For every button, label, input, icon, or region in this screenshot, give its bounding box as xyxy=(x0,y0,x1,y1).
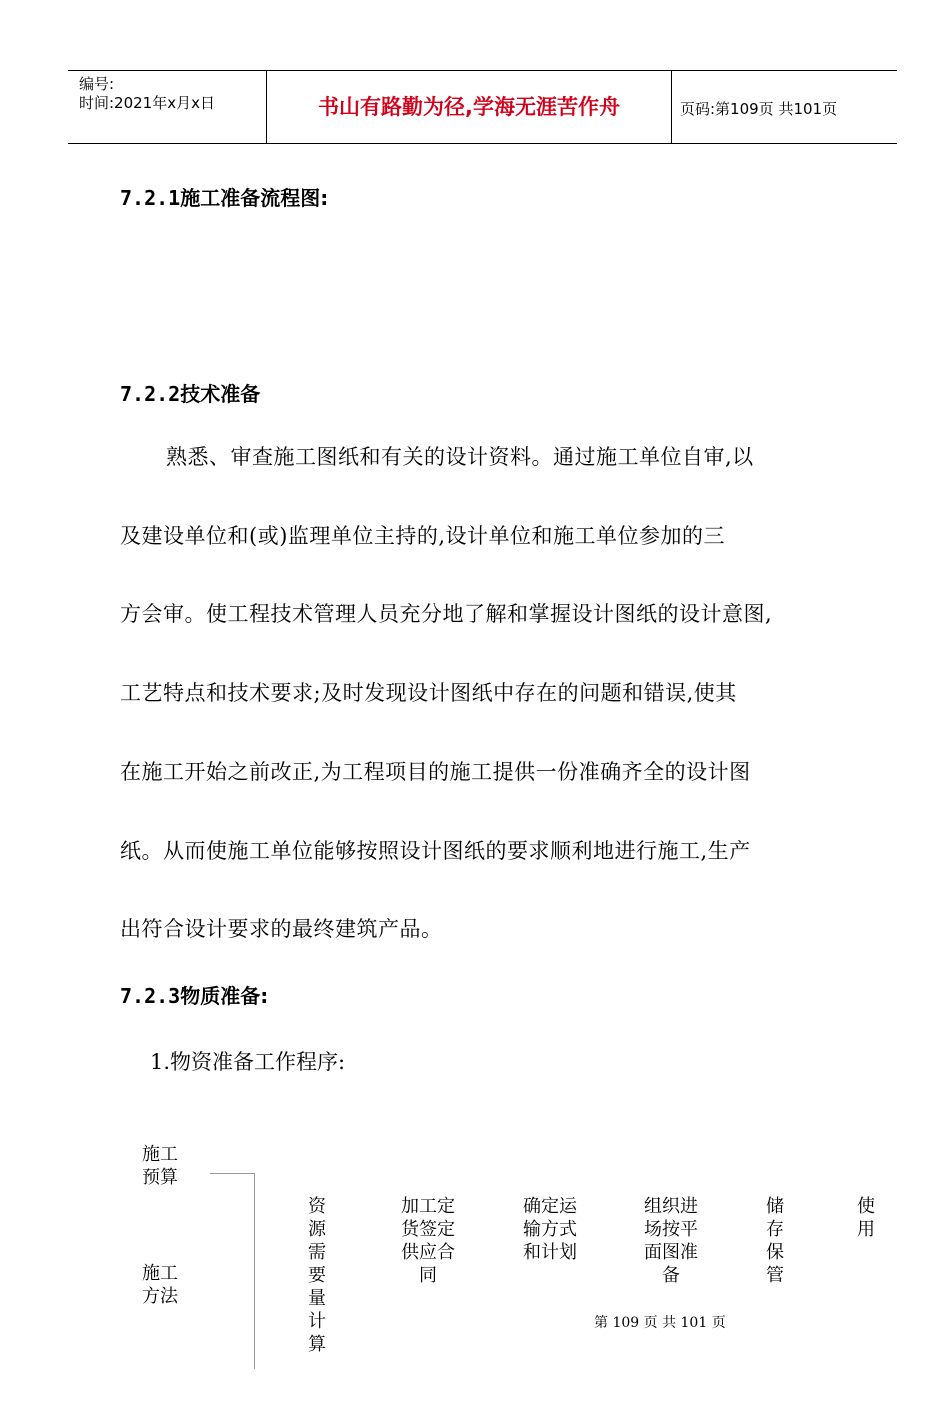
flow-step-order-contract: 加工定 货签定 供应合 同 xyxy=(401,1196,455,1286)
flow-bracket-line xyxy=(210,1173,254,1174)
paragraph-line: 熟悉、审查施工图纸和有关的设计资料。通过施工单位自审,以 xyxy=(166,445,754,469)
section-title: 施工准备流程图: xyxy=(180,186,329,210)
document-time-label: 时间:2021年x月x日 xyxy=(79,94,215,112)
flow-input-budget: 施工 预算 xyxy=(142,1144,178,1188)
flow-step-storage: 储 存 保 管 xyxy=(766,1196,784,1286)
paragraph-line: 在施工开始之前改正,为工程项目的施工提供一份准确齐全的设计图 xyxy=(120,760,751,784)
flow-step-use: 使 用 xyxy=(857,1196,875,1240)
paragraph-line: 及建设单位和(或)监理单位主持的,设计单位和施工单位参加的三 xyxy=(120,524,726,548)
section-title: 技术准备 xyxy=(180,382,261,406)
section-title: 物质准备: xyxy=(180,984,269,1008)
paragraph-line: 纸。从而使施工单位能够按照设计图纸的要求顺利地进行施工,生产 xyxy=(120,839,751,863)
section-heading-7-2-3 xyxy=(120,980,268,1009)
section-heading-7-2-2 xyxy=(120,378,260,407)
subheading-material-procedure: 1.物资准备工作程序: xyxy=(150,1050,346,1074)
flow-step-site-entry: 组织进 场按平 面图准 备 xyxy=(644,1196,698,1286)
page-footer: 第 109 页 共 101 页 xyxy=(594,1315,726,1331)
section-number: 7.2.2 xyxy=(120,382,181,406)
paragraph-line: 工艺特点和技术要求;及时发现设计图纸中存在的问题和错误,使其 xyxy=(120,681,737,705)
flow-step-transport-plan: 确定运 输方式 和计划 xyxy=(523,1196,577,1263)
page-header xyxy=(68,70,897,144)
header-page-info: 页码:第109页 共101页 xyxy=(680,100,838,118)
paragraph-line: 方会审。使工程技术管理人员充分地了解和掌握设计图纸的设计意图, xyxy=(120,602,773,626)
section-number: 7.2.1 xyxy=(120,186,181,210)
section-heading-7-2-1 xyxy=(120,182,328,211)
flow-input-method: 施工 方法 xyxy=(142,1263,178,1307)
section-number: 7.2.3 xyxy=(120,984,181,1008)
flow-step-resource-calc: 资 源 需 要 量 计 算 xyxy=(308,1196,326,1355)
flow-bracket-line xyxy=(254,1173,255,1369)
document-number-label: 编号: xyxy=(79,75,115,93)
header-motto: 书山有路勤为径,学海无涯苦作舟 xyxy=(266,71,672,143)
header-meta xyxy=(68,71,266,143)
paragraph-line: 出符合设计要求的最终建筑产品。 xyxy=(120,917,443,941)
